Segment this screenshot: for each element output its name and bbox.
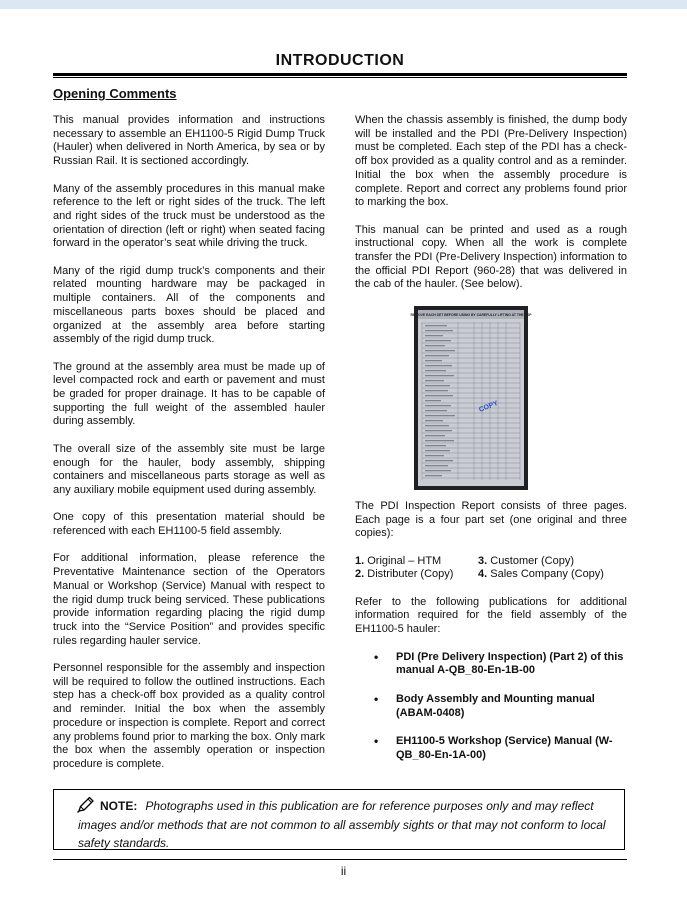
report-header-text: REMOVE EACH SET BEFORE USING BY CAREFULLY LIFTING AT THE TOP bbox=[410, 312, 532, 317]
list-item: • EH1100-5 Workshop (Service) Manual (W-QB_80-En-1A-00) bbox=[374, 735, 627, 762]
copy-item bbox=[478, 555, 628, 569]
section-heading: Opening Comments bbox=[53, 86, 177, 101]
paragraph: When the chassis assembly is finished, the dump body will be installed and the PDI (Pre-Delivery Inspection) must be completed. Each step of the PDI has a check-off box provided as a quality control and as a reminder. Initial the box when the assembly procedure is complete. Report and correct any problems found prior to marking the box. bbox=[355, 114, 627, 209]
paragraph: The PDI Inspection Report consists of three pages. Each page is a four part set (one original and three copies): bbox=[355, 499, 627, 540]
right-column bbox=[355, 114, 627, 778]
footer-rule bbox=[53, 859, 627, 860]
paragraph: This manual provides information and instructions necessary to assemble an EH1100-5 Rigid Dump Truck (Hauler) when delivered in North America, by sea or by Russian Rail. It is sectioned accordingly. bbox=[53, 114, 325, 168]
note-label: NOTE: bbox=[100, 799, 138, 813]
page-title: INTRODUCTION bbox=[275, 52, 405, 69]
copy-number: 2. bbox=[355, 568, 365, 581]
pdi-report-photo bbox=[410, 306, 532, 490]
left-column bbox=[53, 114, 325, 785]
paragraph: One copy of this presentation material should be referenced with each EH1100-5 field assembly. bbox=[53, 511, 325, 538]
paragraph: Many of the rigid dump truck’s components and their related mounting hardware may be packaged in multiple containers. All of the components and miscellaneous parts boxes should be placed and organized at the assembly area before starting assembly of the rigid dump truck. bbox=[53, 264, 325, 346]
paragraph: The overall size of the assembly site must be large enough for the hauler, body assembly, shipping containers and miscellaneous parts storage as well as any auxiliary mobile equipment used during assembly. bbox=[53, 442, 325, 496]
paragraph: Refer to the following publications for additional information required for the field assembly of the EH1100-5 hauler: bbox=[355, 595, 627, 636]
copy-label: Sales Company (Copy) bbox=[490, 568, 604, 581]
copy-number: 1. bbox=[355, 554, 365, 567]
note-text: Photographs used in this publication are for reference purposes only and may reflect images and/or methods that are not common to all assembly sights or that may not conform to local safety standards. bbox=[78, 799, 606, 850]
paragraph: Personnel responsible for the assembly and inspection will be required to follow the outlined instructions. Each step has a check-off box provided as a quality control and reminder. Initial the box when the assembly procedure or inspection is complete. Report and correct any problems found prior to marking the box. Only mark the box when the assembly operation or inspection procedure is complete. bbox=[53, 662, 325, 770]
list-item: • Body Assembly and Mounting manual (ABAM-0408) bbox=[374, 693, 627, 720]
copy-label: Customer (Copy) bbox=[490, 554, 574, 567]
page-number: ii bbox=[340, 864, 347, 878]
copy-label: Original – HTM bbox=[367, 554, 442, 567]
note-box bbox=[53, 789, 625, 850]
paragraph: The ground at the assembly area must be made up of level compacted rock and earth or pavement and must be graded for proper drainage. It has to be capable of supporting the full weight of the assembled hauler during assembly. bbox=[53, 360, 325, 428]
copy-item bbox=[355, 568, 478, 582]
copy-stamp: COPY bbox=[478, 399, 500, 414]
title-rule-thin bbox=[53, 77, 627, 78]
paragraph: For additional information, please reference the Preventative Maintenance section of the Operators Manual or Workshop (Service) Manual with respect to the rigid dump truck being serviced. These publications provide information regarding placing the rigid dump truck into the “Service Position” and provides specific rules regarding hauler service. bbox=[53, 552, 325, 647]
copy-number: 4. bbox=[478, 568, 488, 581]
copy-item bbox=[478, 568, 628, 582]
pdi-report-image bbox=[410, 310, 532, 486]
publications-list bbox=[355, 651, 627, 763]
top-bar bbox=[0, 0, 687, 9]
paragraph: This manual can be printed and used as a rough instructional copy. When all the work is complete transfer the PDI (Pre-Delivery Inspection) information to the official PDI Report (960-28) that was delivered in the cab of the hauler. (See below). bbox=[355, 223, 627, 291]
list-item: • PDI (Pre Delivery Inspection) (Part 2) of this manual A-QB_80-En-1B-00 bbox=[374, 651, 627, 678]
title-rule-thick bbox=[53, 73, 627, 76]
paragraph: Many of the assembly procedures in this manual make reference to the left or right sides of the truck. The left and right sides of the truck must be understood as the orientation of direction (left or right) when seated facing forward in the operator’s seat while driving the truck. bbox=[53, 182, 325, 250]
copies-list bbox=[355, 555, 627, 582]
pencil-icon bbox=[76, 796, 96, 814]
copy-number: 3. bbox=[478, 554, 488, 567]
copy-item bbox=[355, 555, 478, 569]
copy-label: Distributer (Copy) bbox=[367, 568, 454, 581]
